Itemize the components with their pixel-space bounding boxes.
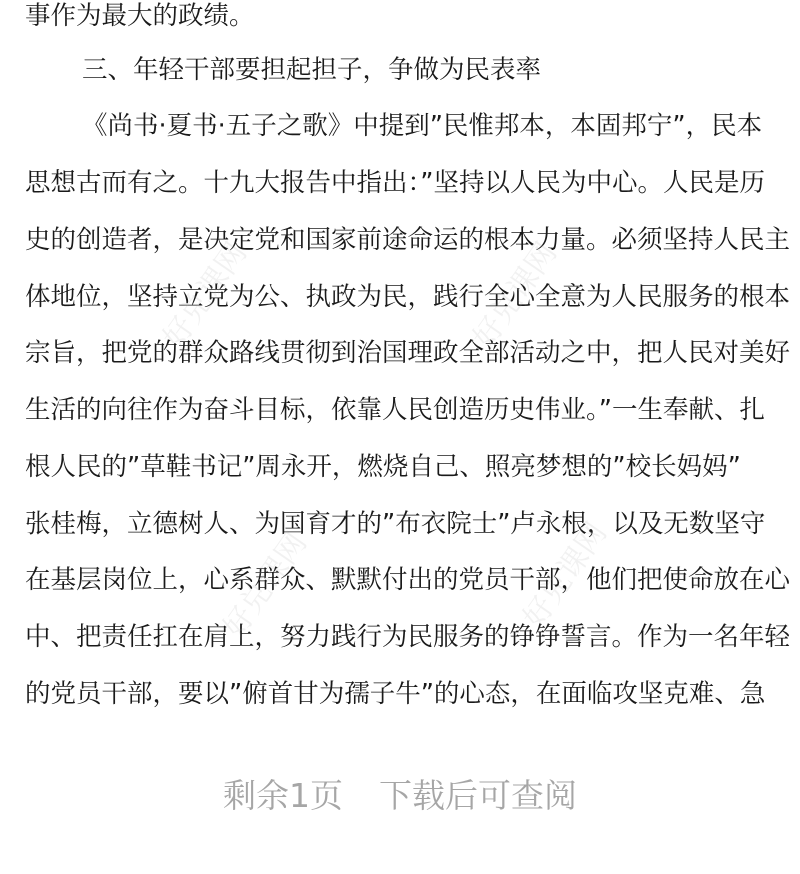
paragraph-line: 宗旨，把党的群众路线贯彻到治国理政全部活动之中，把人民对美好	[25, 338, 791, 368]
paragraph-line: 体地位，坚持立党为公、执政为民，践行全心全意为人民服务的根本	[25, 282, 791, 312]
paragraph-line: 事作为最大的政绩。	[25, 1, 255, 31]
watermark: 好兑课网	[156, 236, 255, 355]
watermark: 好兑课网	[516, 516, 615, 635]
paragraph-line: 思想古而有之。十九大报告中指出：”坚持以人民为中心。人民是历	[25, 168, 765, 198]
paragraph-line: 中、把责任扛在肩上，努力践行为民服务的铮铮誓言。作为一名年轻	[25, 622, 791, 652]
paragraph-line: 的党员干部，要以”俯首甘为孺子牛”的心态，在面临攻坚克难、急	[25, 679, 766, 709]
remaining-pages-label: 剩余1页	[223, 776, 343, 815]
paragraph-line: 史的创造者，是决定党和国家前途命运的根本力量。必须坚持人民主	[25, 225, 791, 255]
paragraph-line: 《尚书·夏书·五子之歌》中提到”民惟邦本，本固邦宁”，民本	[82, 111, 763, 141]
section-heading: 三、年轻干部要担起担子，争做为民表率	[82, 55, 542, 85]
paragraph-line: 根人民的”草鞋书记”周永开，燃烧自己、照亮梦想的”校长妈妈”	[25, 452, 741, 482]
download-to-view-label: 下载后可查阅	[379, 776, 577, 815]
paragraph-line: 生活的向往作为奋斗目标，依靠人民创造历史伟业。”一生奉献、扎	[25, 395, 765, 425]
watermark: 好兑课网	[216, 526, 315, 645]
paragraph-line: 张桂梅，立德树人、为国育才的”布衣院士”卢永根，以及无数坚守	[25, 509, 766, 539]
watermark: 好兑课网	[466, 236, 565, 355]
download-prompt[interactable]	[0, 776, 800, 816]
paragraph-line: 在基层岗位上，心系群众、默默付出的党员干部，他们把使命放在心	[25, 565, 791, 595]
